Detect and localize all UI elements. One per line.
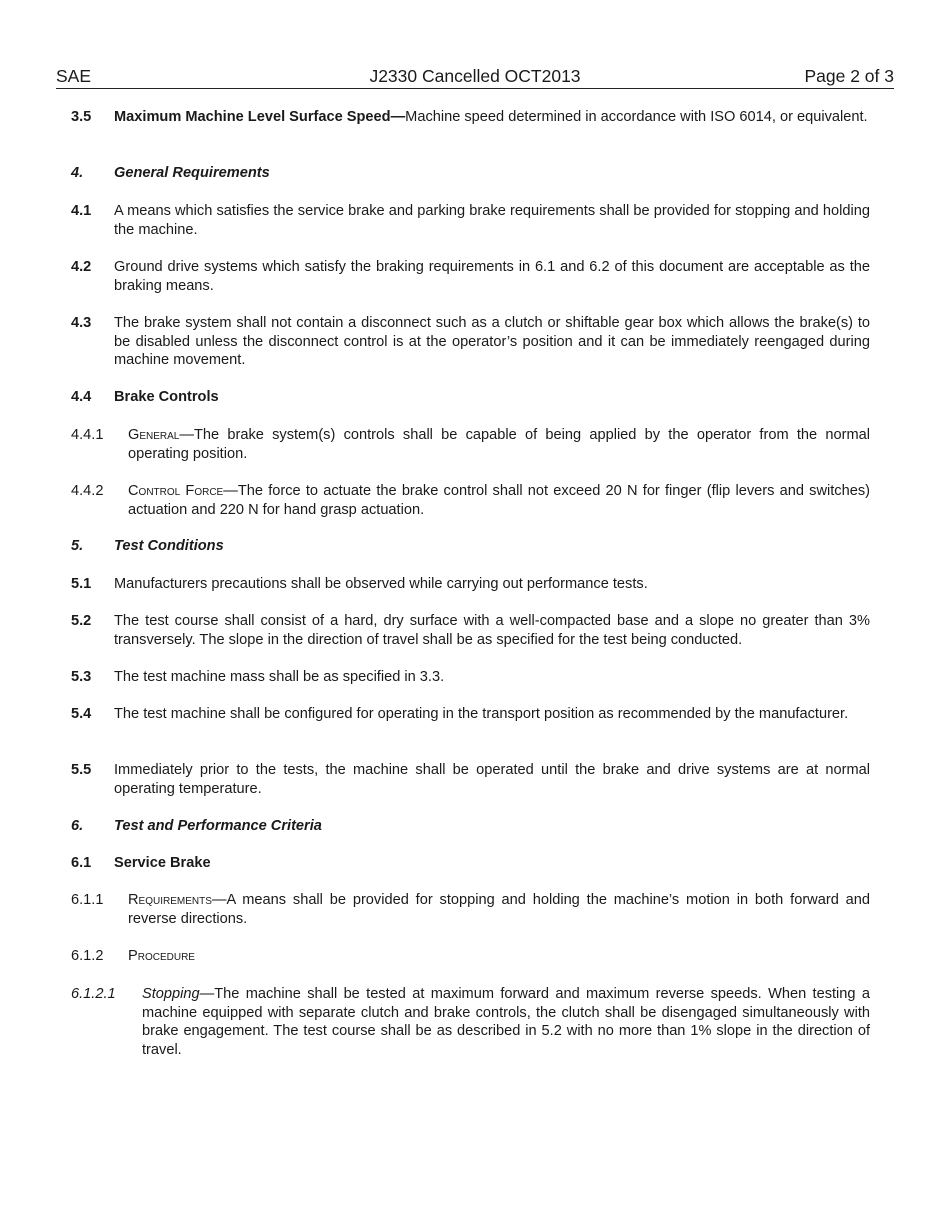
section-4-2 xyxy=(71,258,870,295)
section-4-4-1 xyxy=(71,426,870,463)
section-4-3 xyxy=(71,314,870,370)
section-number: 5.3 xyxy=(71,669,92,685)
section-number: 6.1.2.1 xyxy=(71,986,116,1002)
section-4-1 xyxy=(71,202,870,239)
section-text: Manufacturers precautions shall be observed while carrying out performance tests. xyxy=(114,576,648,592)
section-4-4-2 xyxy=(71,482,870,519)
section-number: 4.4.1 xyxy=(71,427,104,443)
section-text: A means which satisfies the service brake and parking brake requirements shall be provided for stopping and holding the machine. xyxy=(114,203,870,238)
section-text: Machine speed determined in accordance with ISO 6014, or equivalent. xyxy=(405,109,868,125)
section-5-5 xyxy=(71,761,870,798)
section-6-1-2-1 xyxy=(71,985,870,1060)
section-text: The force to actuate the brake control shall not exceed 20 N for finger (flip levers and switches) actuation and 220 N for hand grasp actuation. xyxy=(128,483,870,518)
section-text: A means shall be provided for stopping and holding the machine’s motion in both forward and reverse directions. xyxy=(128,892,870,927)
section-label: Procedure xyxy=(128,948,195,964)
section-title: General Requirements xyxy=(114,165,270,181)
section-4-4-heading xyxy=(71,388,870,407)
section-number: 6.1 xyxy=(71,855,92,871)
section-title: Test and Performance Criteria xyxy=(114,818,322,834)
section-number: 4.3 xyxy=(71,315,92,331)
section-text: The test machine shall be configured for operating in the transport position as recommended by the manufacturer. xyxy=(114,706,849,722)
section-6-1-2 xyxy=(71,947,870,966)
section-6-heading xyxy=(71,817,870,836)
section-number: 3.5 xyxy=(71,109,92,125)
section-number: 4.4.2 xyxy=(71,483,104,499)
section-text: The machine shall be tested at maximum forward and maximum reverse speeds. When testing a machine equipped with separate clutch and brake controls, the clutch shall be disengaged simultaneously with brake engagement. The test course shall be as described in 5.2 with no more than 1% slope in the direction of travel. xyxy=(142,986,870,1059)
section-5-4 xyxy=(71,705,870,724)
section-number: 5.4 xyxy=(71,706,92,722)
section-title: Service Brake xyxy=(114,855,211,871)
section-5-1 xyxy=(71,575,870,594)
section-label: Requirements— xyxy=(128,892,227,908)
section-number: 4. xyxy=(71,165,84,181)
section-6-1-heading xyxy=(71,854,870,873)
section-number: 5.1 xyxy=(71,576,92,592)
section-text: The test course shall consist of a hard, dry surface with a well-compacted base and a slope no greater than 3% transversely. The slope in the direction of travel shall be as specified for the test being conducted. xyxy=(114,613,870,648)
section-text: Ground drive systems which satisfy the braking requirements in 6.1 and 6.2 of this document are acceptable as the braking means. xyxy=(114,259,870,294)
section-text: The test machine mass shall be as specified in 3.3. xyxy=(114,669,445,685)
section-title: Brake Controls xyxy=(114,389,219,405)
section-text: The brake system(s) controls shall be capable of being applied by the operator from the normal operating position. xyxy=(128,427,870,462)
section-text: The brake system shall not contain a disconnect such as a clutch or shiftable gear box which allows the brake(s) to be disabled unless the disconnect control is at the operator’s position and it can be immediately reengaged during machine movement. xyxy=(114,315,870,369)
section-title: Maximum Machine Level Surface Speed— xyxy=(114,109,406,125)
page-header xyxy=(56,66,894,89)
section-label: General— xyxy=(128,427,194,443)
header-doc-id: J2330 Cancelled OCT2013 xyxy=(369,66,581,86)
section-label: Control Force— xyxy=(128,483,238,499)
section-number: 5.2 xyxy=(71,613,92,629)
section-5-2 xyxy=(71,612,870,649)
section-number: 6.1.2 xyxy=(71,948,104,964)
section-number: 6. xyxy=(71,818,84,834)
section-title: Test Conditions xyxy=(114,538,224,554)
section-number: 4.4 xyxy=(71,389,92,405)
section-number: 5.5 xyxy=(71,762,92,778)
section-number: 5. xyxy=(71,538,84,554)
section-5-3 xyxy=(71,668,870,687)
section-6-1-1 xyxy=(71,891,870,928)
section-number: 4.1 xyxy=(71,203,92,219)
header-org: SAE xyxy=(56,66,92,86)
section-3-5 xyxy=(71,108,870,127)
section-4-heading xyxy=(71,164,870,183)
section-number: 6.1.1 xyxy=(71,892,104,908)
section-5-heading xyxy=(71,537,870,556)
header-page-number: Page 2 of 3 xyxy=(804,66,894,86)
section-number: 4.2 xyxy=(71,259,92,275)
section-label: Stopping— xyxy=(142,986,215,1002)
section-text: Immediately prior to the tests, the machine shall be operated until the brake and drive systems are at normal operating temperature. xyxy=(114,762,870,797)
